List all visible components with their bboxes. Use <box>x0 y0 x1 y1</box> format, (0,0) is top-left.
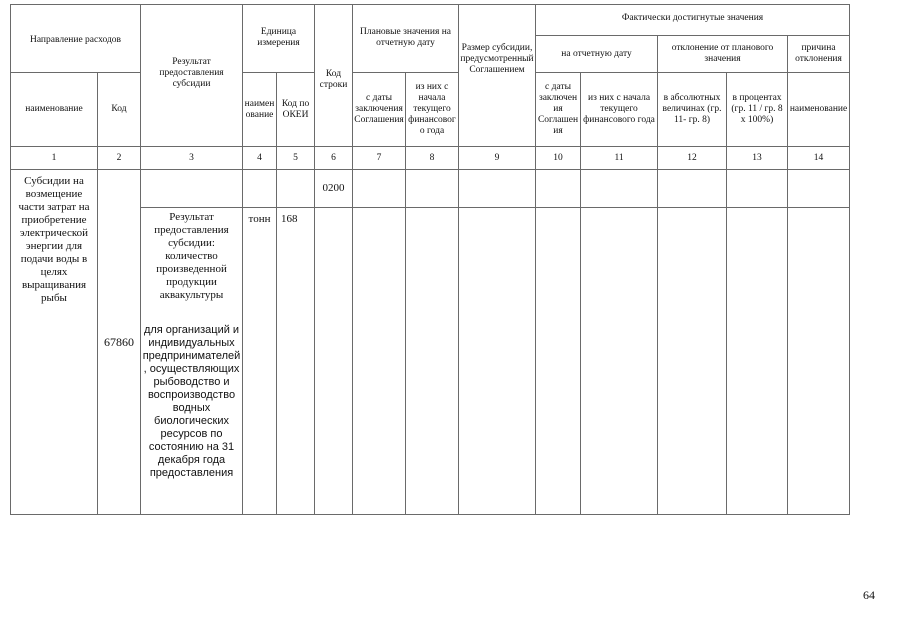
empty-cell <box>788 170 850 208</box>
empty-cell <box>658 208 727 515</box>
empty-cell <box>141 170 243 208</box>
result-cell <box>141 208 243 515</box>
header-fact-since-agreement: с даты заключения Соглашения <box>536 73 581 147</box>
column-number: 11 <box>581 147 658 170</box>
direction-code-cell: 67860 <box>98 170 141 515</box>
header-direction: Направление расходов <box>11 5 141 73</box>
empty-cell <box>581 170 658 208</box>
header-percent: в процентах (гр. 11 / гр. 8 х 100%) <box>727 73 788 147</box>
header-row-code: Код строки <box>315 5 353 147</box>
empty-cell <box>243 170 277 208</box>
header-since-agreement: с даты заключения Соглашения <box>353 73 406 147</box>
direction-name-cell: Субсидии на возмещение части затрат на приобретение электрической энергии для подачи воды в целях выращивания рыбы <box>11 170 98 515</box>
result-detail-text: для организаций и индивидуальных предпринимателей, осуществляющих рыбоводство и воспроизводство водных биологических ресурсов по состоянию на 31 декабря года предоставления <box>142 324 241 479</box>
page-number: 64 <box>863 588 875 602</box>
empty-cell <box>406 170 459 208</box>
header-reason-name: наименование <box>788 73 850 147</box>
header-code: Код <box>98 73 141 147</box>
empty-cell <box>536 170 581 208</box>
empty-cell <box>315 208 353 515</box>
result-title-text: Результат предоставления субсидии: количество произведенной продукции аквакультуры <box>154 211 229 301</box>
header-abs-values: в абсолютных величинах (гр. 11- гр. 8) <box>658 73 727 147</box>
empty-cell <box>788 208 850 515</box>
header-result: Результат предоставления субсидии <box>141 5 243 147</box>
header-subsidy-size: Размер субсидии, предусмотренный Соглашением <box>459 5 536 147</box>
column-number: 2 <box>98 147 141 170</box>
column-number: 5 <box>277 147 315 170</box>
empty-cell <box>658 170 727 208</box>
empty-cell <box>277 170 315 208</box>
header-fact-incl-from-fy: из них с начала текущего финансового года <box>581 73 658 147</box>
empty-cell <box>353 208 406 515</box>
empty-cell <box>727 170 788 208</box>
column-number: 14 <box>788 147 850 170</box>
header-reason: причина отклонения <box>788 36 850 73</box>
empty-cell <box>459 170 536 208</box>
column-number: 1 <box>11 147 98 170</box>
empty-cell <box>536 208 581 515</box>
empty-cell <box>581 208 658 515</box>
header-deviation: отклонение от планового значения <box>658 36 788 73</box>
empty-cell <box>727 208 788 515</box>
column-number: 8 <box>406 147 459 170</box>
report-table <box>10 4 850 515</box>
column-number: 3 <box>141 147 243 170</box>
header-plan-values: Плановые значения на отчетную дату <box>353 5 459 73</box>
header-name: наименование <box>11 73 98 147</box>
column-number: 12 <box>658 147 727 170</box>
header-unit: Единица измерения <box>243 5 315 73</box>
column-number: 7 <box>353 147 406 170</box>
column-number: 4 <box>243 147 277 170</box>
header-fact-values: Фактически достигнутые значения <box>536 5 850 36</box>
empty-cell <box>353 170 406 208</box>
empty-cell <box>406 208 459 515</box>
column-number: 10 <box>536 147 581 170</box>
header-unit-name: наименование <box>243 73 277 147</box>
header-on-report-date: на отчетную дату <box>536 36 658 73</box>
header-incl-from-fy: из них с начала текущего финансового года <box>406 73 459 147</box>
row-code-cell: 0200 <box>315 170 353 208</box>
okei-code-cell: 168 <box>277 208 315 515</box>
column-number: 13 <box>727 147 788 170</box>
column-number: 6 <box>315 147 353 170</box>
column-number: 9 <box>459 147 536 170</box>
empty-cell <box>459 208 536 515</box>
header-okei-code: Код по ОКЕИ <box>277 73 315 147</box>
unit-name-cell: тонн <box>243 208 277 515</box>
